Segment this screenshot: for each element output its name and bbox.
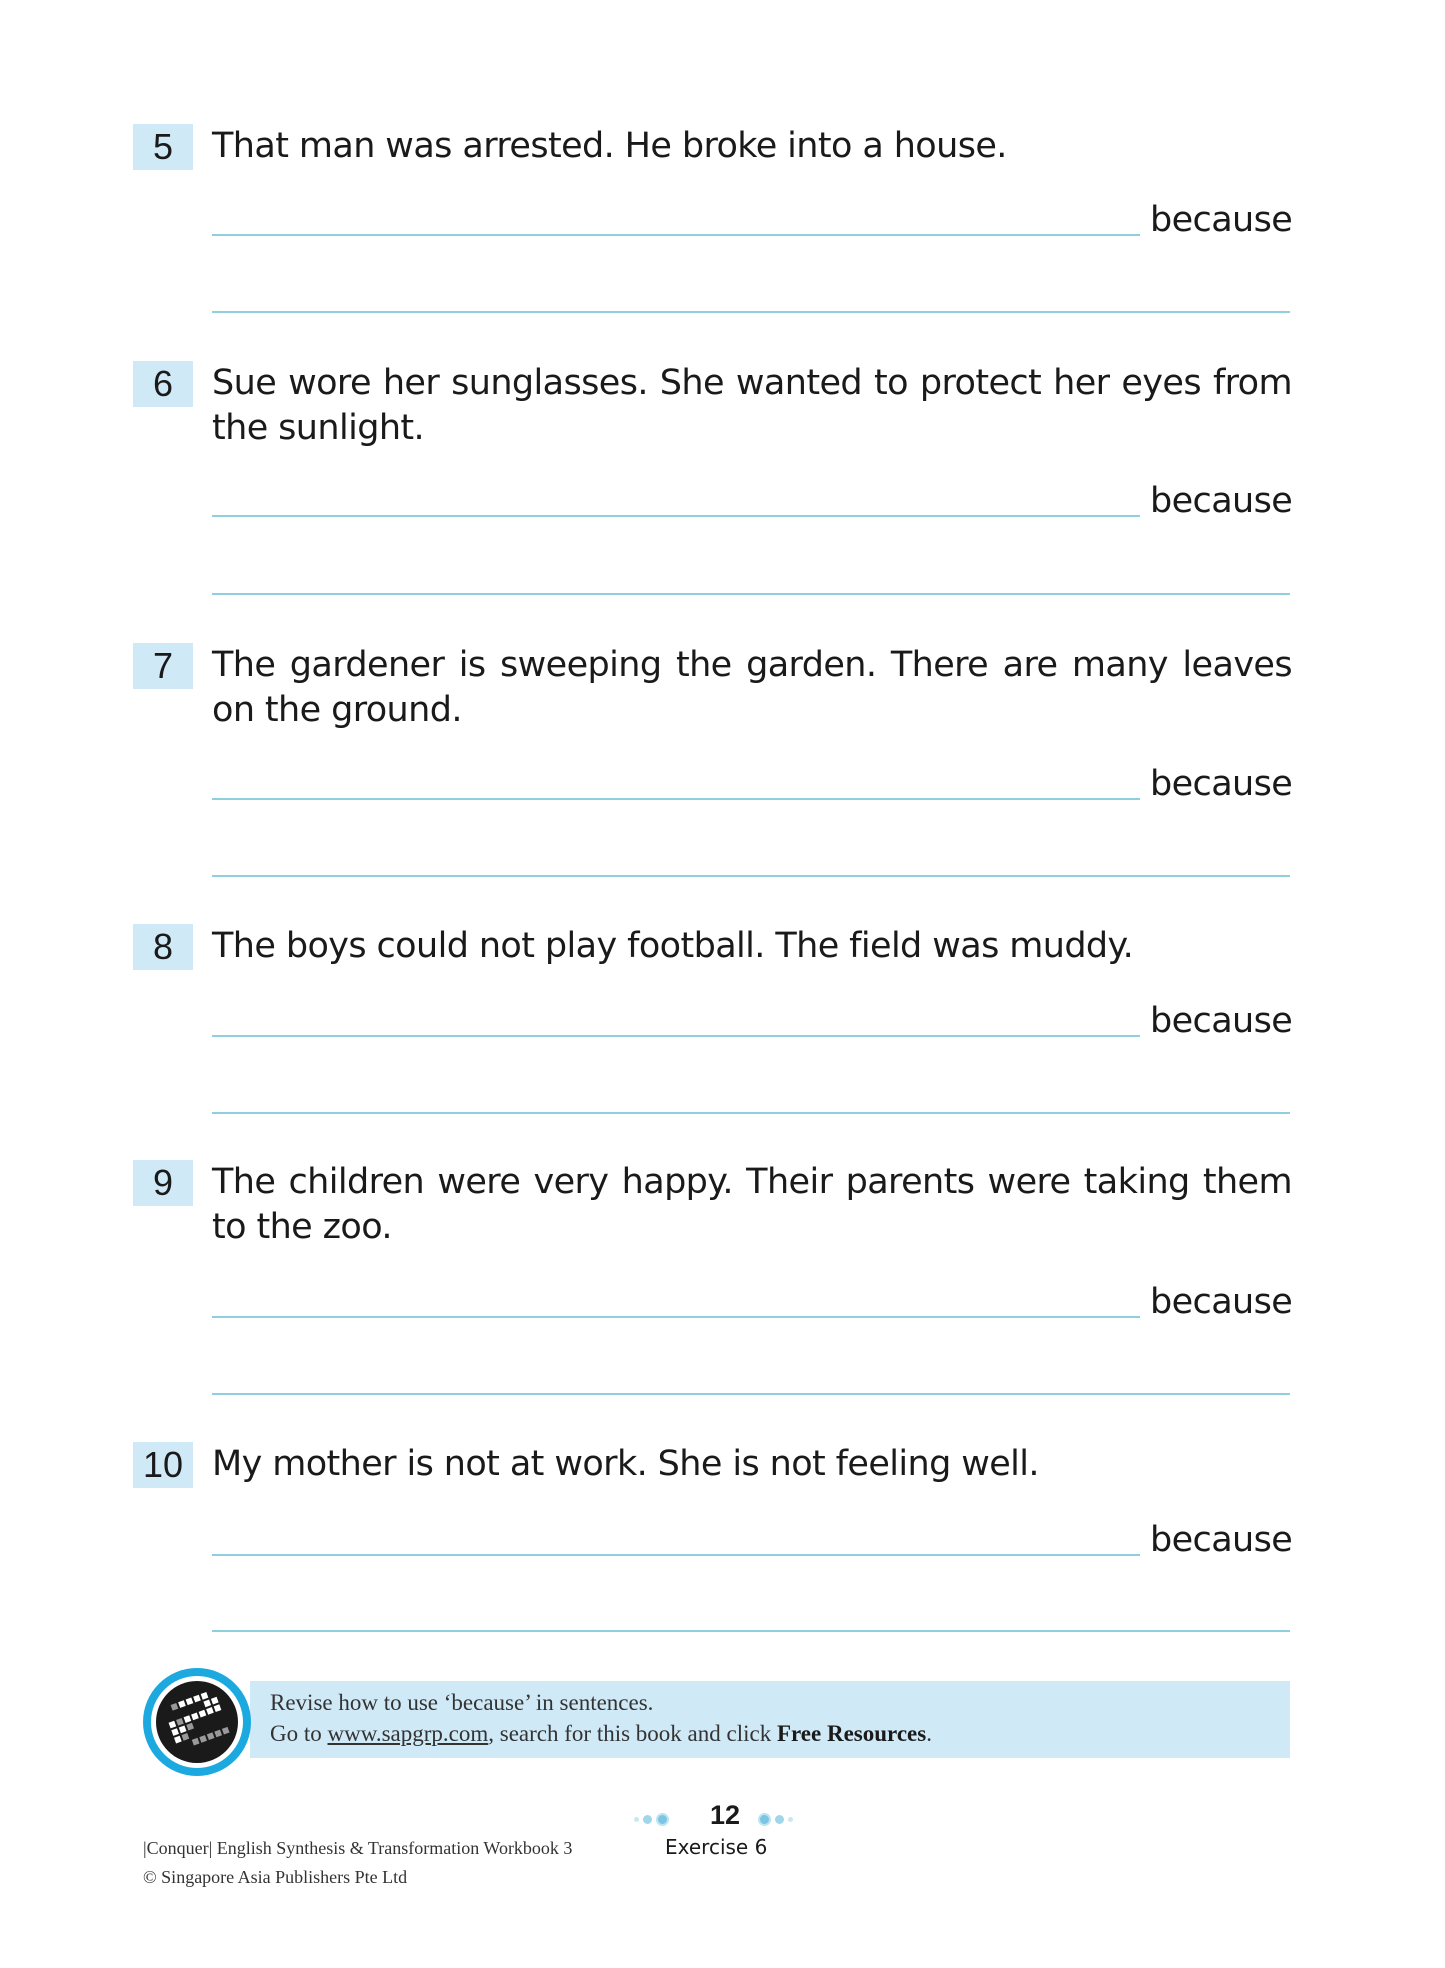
answer-line-2[interactable] xyxy=(212,1112,1290,1114)
page-number: 12 xyxy=(709,1800,741,1830)
answer-line-2[interactable] xyxy=(212,593,1290,595)
question-number: 6 xyxy=(133,361,193,407)
dot-icon xyxy=(634,1817,639,1822)
answer-line-1[interactable] xyxy=(212,1035,1140,1037)
answer-line-1[interactable] xyxy=(212,1316,1140,1318)
question-text: Sue wore her sunglasses. She wanted to protect her eyes from the sunlight. xyxy=(212,363,1292,448)
answer-line-1[interactable] xyxy=(212,234,1140,236)
question-text: The children were very happy. Their parents were taking them to the zoo. xyxy=(212,1162,1292,1247)
copyright: © Singapore Asia Publishers Pte Ltd xyxy=(143,1867,408,1887)
answer-line-1[interactable] xyxy=(212,1554,1140,1556)
website-link[interactable]: www.sapgrp.com xyxy=(327,1721,489,1746)
connector-word: because xyxy=(1150,481,1293,521)
question-number: 7 xyxy=(133,643,193,689)
banner-text-line-1: Revise how to use ‘because’ in sentences. xyxy=(270,1690,654,1715)
dot-icon xyxy=(758,1813,771,1826)
page-dots-left xyxy=(634,1813,669,1826)
connector-word: because xyxy=(1150,1282,1293,1322)
connector-word: because xyxy=(1150,1001,1293,1041)
answer-line-2[interactable] xyxy=(212,875,1290,877)
banner-text-line-2 xyxy=(270,1721,932,1747)
answer-line-2[interactable] xyxy=(212,1630,1290,1632)
banner-suffix: . xyxy=(926,1721,932,1746)
page-dots-right xyxy=(758,1813,793,1826)
free-resources-label: Free Resources xyxy=(776,1721,927,1746)
question-number: 8 xyxy=(133,924,193,970)
connector-word: because xyxy=(1150,764,1293,804)
dot-icon xyxy=(788,1817,793,1822)
banner-middle: , search for this book and click xyxy=(488,1721,777,1746)
answer-line-2[interactable] xyxy=(212,1393,1290,1395)
question-number: 9 xyxy=(133,1160,193,1206)
dot-icon xyxy=(656,1813,669,1826)
answer-line-1[interactable] xyxy=(212,798,1140,800)
question-text: The gardener is sweeping the garden. There are many leaves on the ground. xyxy=(212,645,1292,730)
connector-word: because xyxy=(1150,1520,1293,1560)
exercise-label: Exercise 6 xyxy=(665,1835,768,1859)
answer-line-2[interactable] xyxy=(212,311,1290,313)
question-text: That man was arrested. He broke into a house. xyxy=(212,126,1007,166)
dot-icon xyxy=(643,1815,652,1824)
connector-word: because xyxy=(1150,200,1293,240)
question-number: 5 xyxy=(133,124,193,170)
book-title: |Conquer| English Synthesis & Transformation Workbook 3 xyxy=(143,1838,573,1858)
question-text: My mother is not at work. She is not feeling well. xyxy=(212,1444,1039,1484)
dot-icon xyxy=(775,1815,784,1824)
banner-prefix: Go to xyxy=(270,1721,328,1746)
question-text: The boys could not play football. The field was muddy. xyxy=(212,926,1134,966)
resource-icon xyxy=(143,1668,251,1776)
answer-line-1[interactable] xyxy=(212,515,1140,517)
grid-arrow-icon xyxy=(156,1681,238,1763)
question-number: 10 xyxy=(133,1442,193,1488)
